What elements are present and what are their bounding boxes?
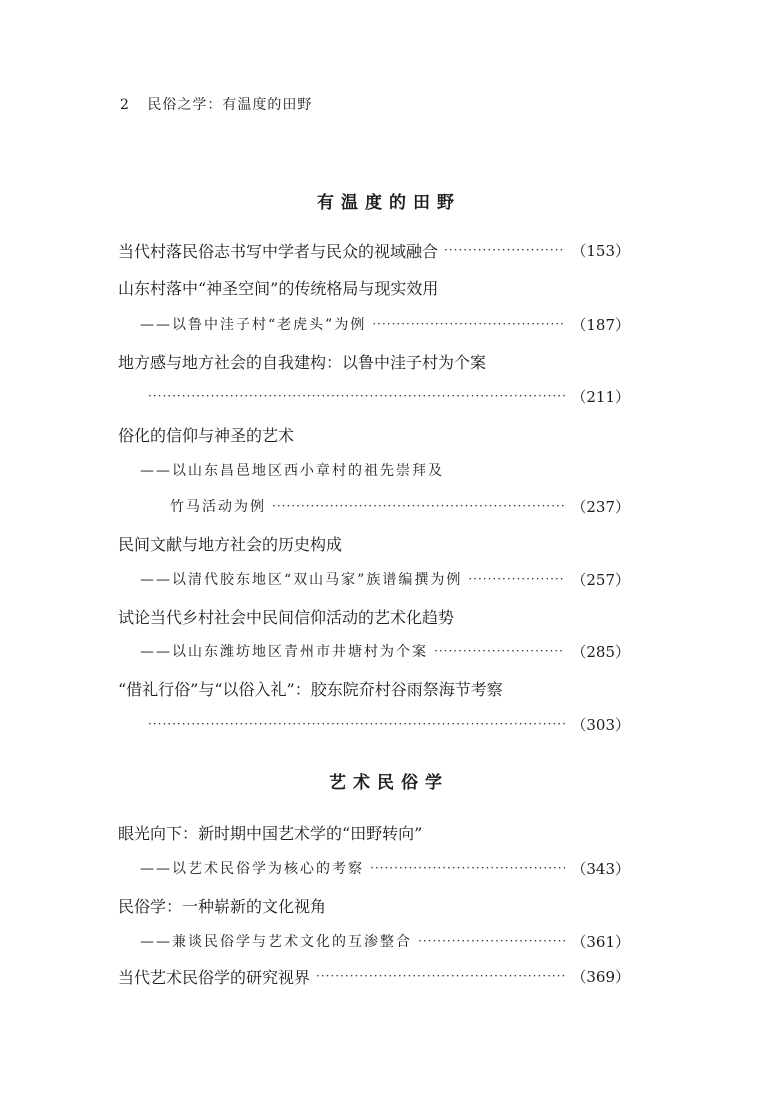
toc-page-number: （285） — [571, 642, 630, 661]
toc-entry[interactable] — [118, 274, 630, 300]
toc-entry-subtitle-line[interactable] — [140, 928, 630, 954]
toc-entry-subtitle: 竹马活动为例 — [170, 499, 266, 515]
toc-entry-title: 当代艺术民俗学的研究视界 — [118, 967, 311, 987]
toc-page-number: （343） — [571, 859, 630, 878]
dot-leader — [316, 969, 565, 983]
toc-entry-title: 山东村落中“神圣空间”的传统格局与现实效用 — [118, 278, 439, 298]
toc-entry-title: 眼光向下：新时期中国艺术学的“田野转向” — [118, 823, 423, 843]
page-number: 2 — [120, 97, 130, 113]
toc-entry-title: 民俗学：一种崭新的文化视角 — [118, 896, 327, 916]
toc-entry[interactable] — [118, 421, 630, 447]
toc-entry-subtitle: ——以鲁中洼子村“老虎头”为例 — [140, 317, 367, 333]
toc-entry-subtitle: ——以山东昌邑地区西小章村的祖先崇拜及 — [140, 463, 444, 479]
toc-page-number: （187） — [571, 315, 630, 334]
dot-leader — [148, 717, 565, 731]
toc-entry-leader-line[interactable] — [148, 711, 630, 737]
toc-entry-title: 地方感与地方社会的自我建构：以鲁中洼子村为个案 — [118, 352, 487, 372]
toc-entry-subtitle-line[interactable] — [140, 566, 630, 592]
toc-entry[interactable] — [118, 819, 630, 845]
book-title: 民俗之学：有温度的田野 — [147, 97, 313, 113]
toc-entry[interactable] — [118, 603, 630, 629]
dot-leader — [444, 243, 565, 257]
toc-page-number: （303） — [571, 715, 630, 734]
toc-entry-leader-line[interactable] — [148, 383, 630, 409]
section-title: 有温度的田野 — [317, 193, 461, 213]
toc-entry-title: 民间文献与地方社会的历史构成 — [118, 534, 343, 554]
toc-entry-subtitle-line[interactable] — [140, 855, 630, 881]
toc-entry-subtitle: ——兼谈民俗学与艺术文化的互渗整合 — [140, 934, 412, 950]
dot-leader — [372, 317, 565, 331]
toc-entry[interactable] — [118, 237, 630, 263]
toc-entry[interactable] — [118, 892, 630, 918]
toc-entry-subtitle-line[interactable] — [140, 457, 630, 483]
toc-page-number: （153） — [571, 241, 630, 260]
toc-entry[interactable] — [118, 348, 630, 374]
toc-entry-title: 俗化的信仰与神圣的艺术 — [118, 425, 295, 445]
toc-entry-title: 当代村落民俗志书写中学者与民众的视域融合 — [118, 241, 439, 261]
toc-page-number: （237） — [571, 497, 630, 516]
toc-page-number: （369） — [571, 967, 630, 986]
toc-entry[interactable] — [118, 675, 630, 701]
running-head — [120, 94, 312, 114]
dot-leader — [272, 499, 565, 513]
toc-page-number: （211） — [571, 387, 630, 406]
toc-entry-subtitle: ——以艺术民俗学为核心的考察 — [140, 861, 364, 877]
dot-leader — [148, 389, 565, 403]
toc-entry[interactable] — [118, 963, 630, 989]
dot-leader — [418, 934, 565, 948]
toc-page-number: （361） — [571, 932, 630, 951]
dot-leader — [468, 572, 565, 586]
toc-entry-subtitle-line[interactable] — [140, 311, 630, 337]
dot-leader — [370, 861, 565, 875]
toc-entry-subtitle-line[interactable] — [170, 493, 630, 519]
toc-entry-subtitle-line[interactable] — [140, 638, 630, 664]
toc-page-number: （257） — [571, 570, 630, 589]
toc-entry-subtitle: ——以清代胶东地区“双山马家”族谱编撰为例 — [140, 572, 463, 588]
toc-entry[interactable] — [118, 530, 630, 556]
section-title: 艺术民俗学 — [329, 773, 449, 793]
toc-entry-subtitle: ——以山东潍坊地区青州市井塘村为个案 — [140, 644, 428, 660]
toc-entry-title: “借礼行俗”与“以俗入礼”：胶东院夼村谷雨祭海节考察 — [118, 679, 503, 699]
dot-leader — [434, 644, 565, 658]
toc-entry-title: 试论当代乡村社会中民间信仰活动的艺术化趋势 — [118, 607, 455, 627]
